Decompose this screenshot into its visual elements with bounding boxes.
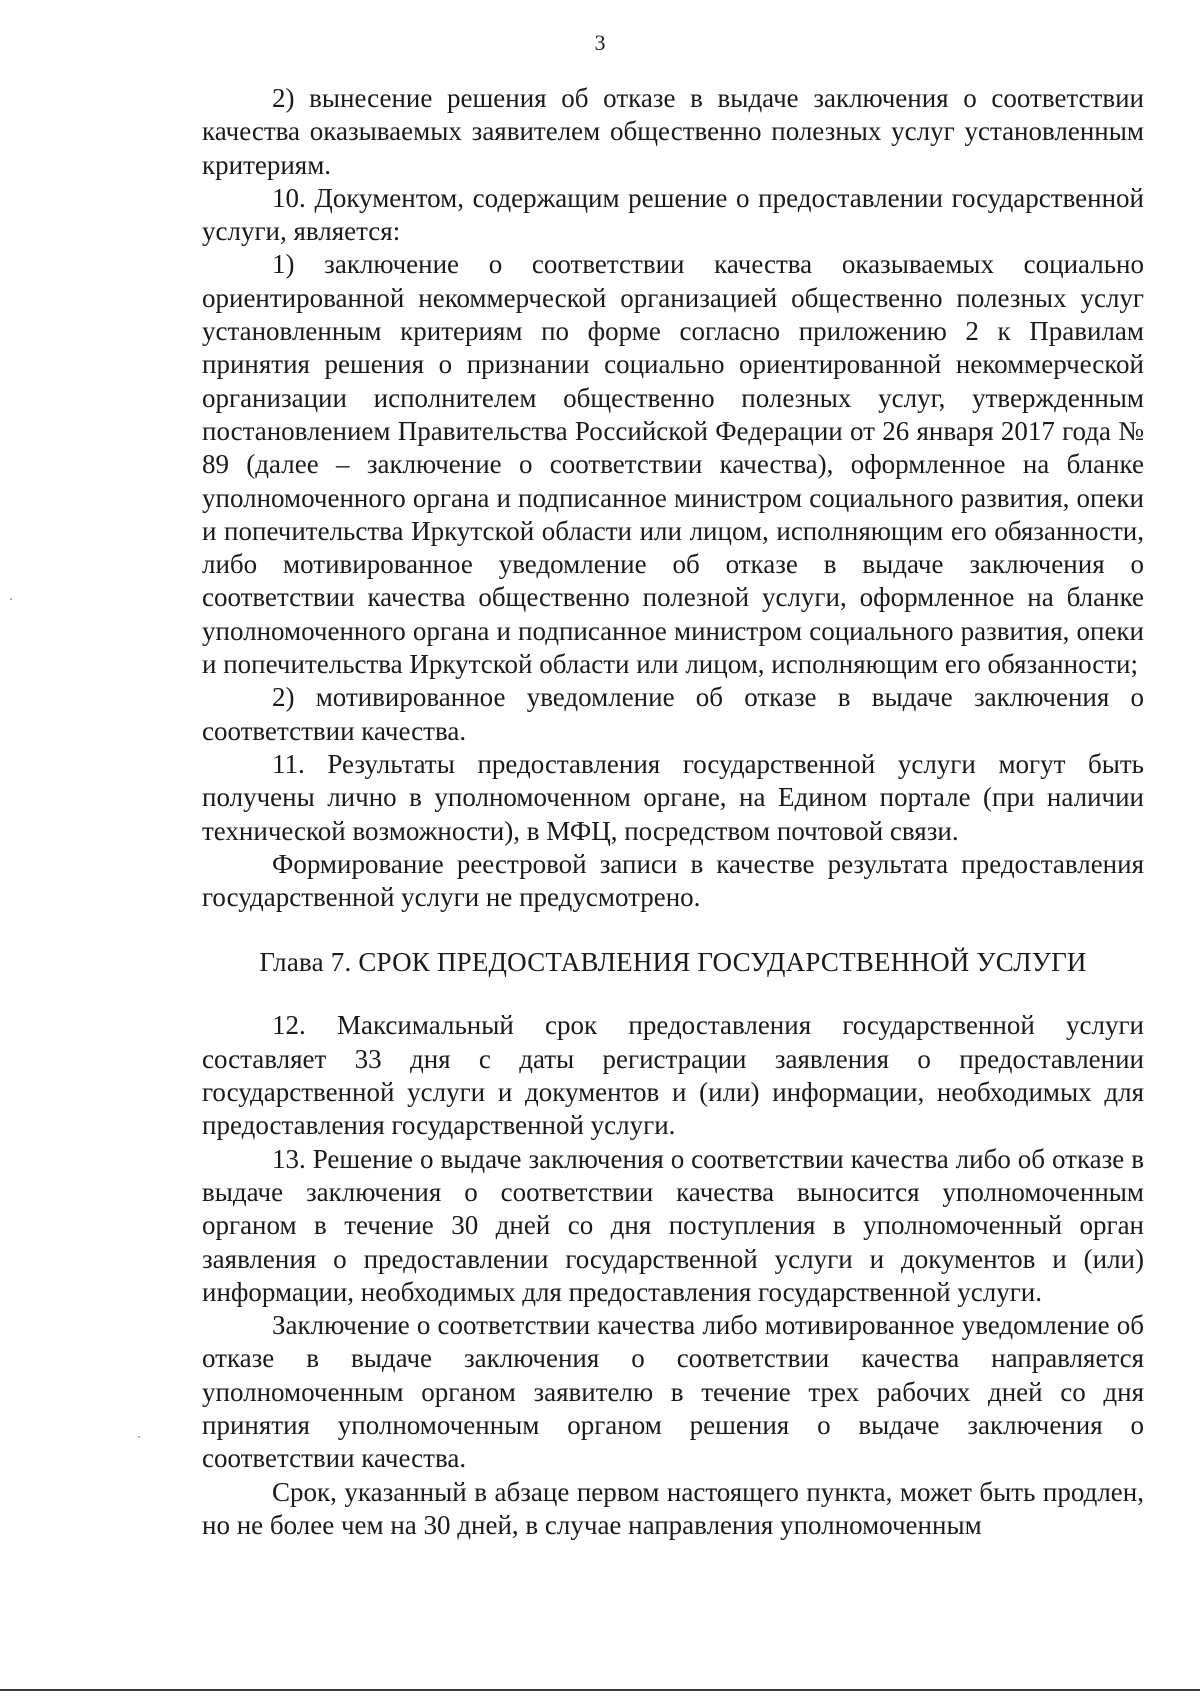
page-number: 3 bbox=[594, 30, 606, 55]
paragraph-13-extension: Срок, указанный в абзаце первом настоящего пункта, может быть продлен, но не более чем на 30 дней, в случае направления уполномоченным bbox=[202, 1476, 1144, 1540]
scan-speck bbox=[138, 1436, 140, 1438]
scan-speck bbox=[10, 598, 12, 600]
paragraph-11-registry: Формирование реестровой записи в качестве результата предоставления государственной услуги не предусмотрено. bbox=[202, 848, 1144, 913]
paragraph-10-1: 1) заключение о соответствии качества оказываемых социально ориентированной некоммерческой организацией общественно полезных услуг установленным критериям по форме согласно приложению 2 к Правилам принятия решения о признании социально ориентированной некоммерческой организации исполнителем общественно полезных услуг, утвержденным постановлением Правительства Российской Федерации от 26 января 2017 года № 89 (далее – заключение о соответствии качества), оформленное на бланке уполномоченного органа и подписанное министром социального развития, опеки и попечительства Иркутской области или лицом, исполняющим его обязанности, либо мотивированное уведомление об отказе в выдаче заключения о соответствии качества общественно полезной услуги, оформленное на бланке уполномоченного органа и подписанное министром социального развития, опеки и попечительства Иркутской области или лицом, исполняющим его обязанности; bbox=[202, 249, 1144, 680]
paragraph-10: 10. Документом, содержащим решение о предоставлении государственной услуги, является: bbox=[202, 182, 1144, 247]
paragraph-11: 11. Результаты предоставления государственной услуги могут быть получены лично в уполномоченном органе, на Едином портале (при наличии технической возможности), в МФЦ, посредством почтовой связи. bbox=[202, 748, 1144, 846]
paragraph-12: 12. Максимальный срок предоставления государственной услуги составляет 33 дня с даты регистрации заявления о предоставлении государственной услуги и документов и (или) информации, необходимых для предоставления государственной услуги. bbox=[202, 1010, 1144, 1141]
paragraph-13-notice: Заключение о соответствии качества либо мотивированное уведомление об отказе в выдаче заключения о соответствии качества направляется уполномоченным органом заявителю в течение трех рабочих дней со дня принятия уполномоченным органом решения о выдаче заключения о соответствии качества. bbox=[202, 1310, 1144, 1474]
chapter-heading: Глава 7. СРОК ПРЕДОСТАВЛЕНИЯ ГОСУДАРСТВЕННОЙ УСЛУГИ bbox=[259, 947, 1087, 978]
document-body bbox=[202, 82, 1144, 1542]
paragraph-10-2: 2) мотивированное уведомление об отказе в выдаче заключения о соответствии качества. bbox=[202, 682, 1144, 746]
paragraph-13: 13. Решение о выдаче заключения о соответствии качества либо об отказе в выдаче заключения о соответствии качества выносится уполномоченным органом в течение 30 дней со дня поступления в уполномоченный орган заявления о предоставлении государственной услуги и документов и (или) информации, необходимых для предоставления государственной услуги. bbox=[202, 1143, 1144, 1307]
paragraph-9-2: 2) вынесение решения об отказе в выдаче заключения о соответствии качества оказываемых заявителем общественно полезных услуг установленным критериям. bbox=[202, 83, 1144, 180]
page-edge-line bbox=[0, 1689, 1200, 1691]
